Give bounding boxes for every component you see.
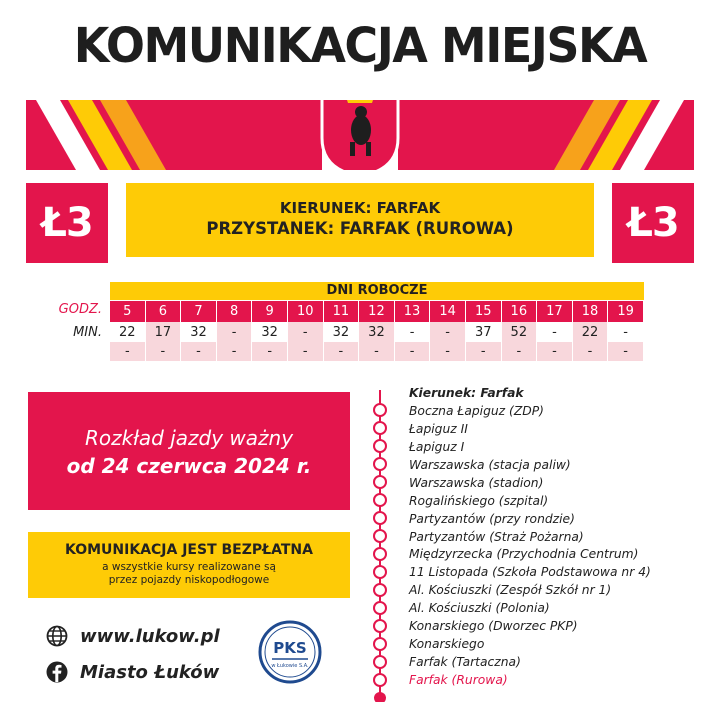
timetable-grid — [110, 301, 644, 361]
minute-cell: - — [395, 342, 431, 361]
facebook-icon — [46, 661, 68, 683]
minute-cell: 52 — [502, 322, 538, 342]
list-item: Partyzantów (Straż Pożarna) — [409, 529, 584, 544]
minute-cell: - — [288, 342, 324, 361]
website-link[interactable] — [46, 625, 220, 647]
route-number-left: Ł3 — [26, 183, 108, 263]
list-item: Łapiguz I — [409, 439, 465, 454]
minute-cell: - — [430, 342, 466, 361]
globe-icon — [46, 625, 68, 647]
minute-cell: - — [181, 342, 217, 361]
minute-cell: 22 — [110, 322, 146, 342]
minute-cell: - — [288, 322, 324, 342]
free-transport-line-2: przez pojazdy niskopodłogowe — [108, 574, 270, 587]
pks-logo — [258, 620, 322, 684]
minute-cell: - — [324, 342, 360, 361]
hour-cell: 19 — [608, 301, 644, 322]
hour-cell: 8 — [217, 301, 253, 322]
minute-cell: 32 — [324, 322, 360, 342]
minute-cell: - — [252, 342, 288, 361]
direction-box — [126, 183, 594, 257]
hour-cell: 14 — [430, 301, 466, 322]
minute-cell: - — [573, 342, 609, 361]
validity-box — [28, 392, 350, 510]
stops-list — [409, 384, 709, 689]
decorative-stripes — [26, 100, 694, 170]
minute-cell: - — [502, 342, 538, 361]
page-title: KOMUNIKACJA MIEJSKA — [73, 16, 647, 74]
hour-cell: 12 — [359, 301, 395, 322]
direction-label: KIERUNEK: FARFAK — [279, 199, 441, 217]
list-item: Warszawska (stadion) — [409, 475, 544, 490]
list-item: Konarskiego — [409, 637, 485, 652]
list-item: Łapiguz II — [409, 421, 468, 436]
minute-cell: 32 — [359, 322, 395, 342]
validity-line-1: Rozkład jazdy ważny — [84, 426, 294, 450]
list-item: Konarskiego (Dworzec PKP) — [409, 619, 578, 634]
minutes-row-label: MIN. — [73, 325, 102, 340]
hour-cell: 15 — [466, 301, 502, 322]
list-item: Partyzantów (przy rondzie) — [409, 511, 575, 526]
pks-logo-text: PKS — [273, 639, 307, 657]
list-item: Rogalińskiego (szpital) — [409, 493, 549, 508]
list-item: Al. Kościuszki (Zespół Szkół nr 1) — [409, 583, 612, 598]
minute-cell: - — [359, 342, 395, 361]
facebook-text: Miasto Łuków — [80, 661, 220, 683]
minute-cell: - — [395, 322, 431, 342]
list-item: Międzyrzecka (Przychodnia Centrum) — [409, 547, 639, 562]
minute-cell: - — [608, 322, 644, 342]
route-line — [366, 384, 396, 702]
free-transport-line-1: a wszystkie kursy realizowane są — [102, 561, 276, 573]
hour-cell: 9 — [252, 301, 288, 322]
minute-cell: 17 — [146, 322, 182, 342]
minute-cell: 22 — [573, 322, 609, 342]
validity-line-2: od 24 czerwca 2024 r. — [66, 454, 312, 478]
coat-of-arms-icon — [322, 100, 398, 170]
list-item: 11 Listopada (Szkoła Podstawowa nr 4) — [409, 565, 651, 580]
minute-cell: 37 — [466, 322, 502, 342]
minute-cell: 32 — [252, 322, 288, 342]
free-transport-box — [28, 532, 350, 598]
current-stop: Farfak (Rurowa) — [409, 673, 508, 687]
hour-cell: 11 — [324, 301, 360, 322]
stop-label: PRZYSTANEK: FARFAK (RUROWA) — [206, 219, 514, 238]
minute-cell: - — [466, 342, 502, 361]
minutes-row-1 — [110, 322, 644, 342]
hour-cell: 5 — [110, 301, 146, 322]
list-item: Al. Kościuszki (Polonia) — [409, 601, 550, 616]
minute-cell: - — [537, 322, 573, 342]
stops-header: Kierunek: Farfak — [409, 386, 524, 400]
hour-cell: 13 — [395, 301, 431, 322]
minute-cell: 32 — [181, 322, 217, 342]
route-number-right: Ł3 — [612, 183, 694, 263]
minute-cell: - — [146, 342, 182, 361]
website-text: www.lukow.pl — [80, 625, 220, 647]
hour-cell: 10 — [288, 301, 324, 322]
minutes-row-2 — [110, 342, 644, 361]
free-transport-headline: KOMUNIKACJA JEST BEZPŁATNA — [65, 542, 313, 558]
minute-cell: - — [217, 342, 253, 361]
facebook-link[interactable] — [46, 661, 219, 683]
minute-cell: - — [217, 322, 253, 342]
pks-logo-subtext: w Łukowie S.A. — [271, 663, 309, 669]
hour-cell: 16 — [502, 301, 538, 322]
list-item: Boczna Łapiguz (ZDP) — [409, 403, 544, 418]
minute-cell: - — [608, 342, 644, 361]
minute-cell: - — [537, 342, 573, 361]
minute-cell: - — [430, 322, 466, 342]
hour-cell: 7 — [181, 301, 217, 322]
hours-row — [110, 301, 644, 322]
hour-cell: 17 — [537, 301, 573, 322]
hour-cell: 6 — [146, 301, 182, 322]
list-item: Warszawska (stacja paliw) — [409, 457, 571, 472]
hours-row-label: GODZ. — [58, 302, 102, 317]
hour-cell: 18 — [573, 301, 609, 322]
day-type-header: DNI ROBOCZE — [110, 282, 644, 300]
minute-cell: - — [110, 342, 146, 361]
list-item: Farfak (Tartaczna) — [409, 655, 521, 670]
